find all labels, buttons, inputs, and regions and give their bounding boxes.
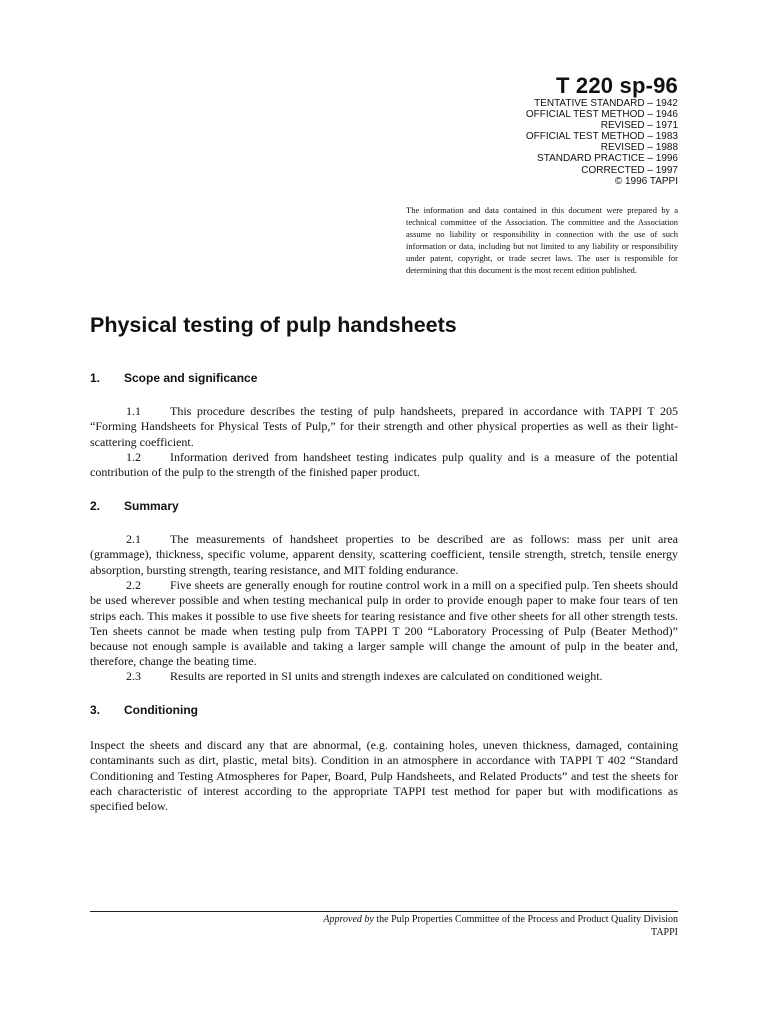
footer-approved-by: Approved by — [323, 914, 374, 925]
paragraph-2-1 — [90, 532, 678, 578]
revision-history — [526, 98, 678, 187]
paragraph-3 — [90, 738, 678, 814]
paragraph-number: 2.3 — [126, 669, 141, 683]
paragraph-text: Five sheets are generally enough for routine control work in a mill on a specified pulp. Ten sheets should be used wherever possible and when testing mechanical pulp in order to provide enough paper to make four tears of ten strips each. This makes it possible to use five sheets for tearing resistance and five other sheets for all other strength tests. Ten sheets cannot be made when testing pulp from TAPPI T 200 “Laboratory Processing of Pulp (Beater Method)” because not enough sample is available and taking a larger sample will change the amount of pulp in the beater and, therefore, change the beating time. — [90, 578, 678, 669]
footer-committee: the Pulp Properties Committee of the Process and Product Quality Division — [373, 914, 678, 925]
section-title: Conditioning — [124, 703, 198, 717]
paragraph-number: 2.1 — [126, 532, 141, 546]
paragraph-text: Information derived from handsheet testing indicates pulp quality and is a measure of the potential contribution of the pulp to the strength of the finished paper product. — [90, 450, 678, 480]
history-line: © 1996 TAPPI — [614, 175, 678, 187]
footer-org: TAPPI — [651, 927, 678, 938]
section-title: Summary — [124, 499, 179, 513]
history-line: CORRECTED – 1997 — [581, 164, 678, 176]
history-line: REVISED – 1971 — [600, 120, 678, 132]
paragraph-number: 1.2 — [126, 450, 141, 464]
paragraph-number: 2.2 — [126, 578, 141, 592]
paragraph-2-3 — [90, 669, 678, 684]
paragraph-text: The measurements of handsheet properties to be described are as follows: mass per unit area (grammage), thickness, specific volume, apparent density, scattering coefficient, tensile strength, stretch, tensile energy absorption, bursting strength, tearing resistance, and MIT folding endurance. — [90, 532, 678, 577]
section-heading-conditioning — [90, 703, 198, 717]
paragraph-1-2 — [90, 450, 678, 481]
history-line: REVISED – 1988 — [600, 142, 678, 154]
paragraph-text: This procedure describes the testing of pulp handsheets, prepared in accordance with TAPPI T 205 “Forming Handsheets for Physical Tests of Pulp,” for their strength and other physical properties as well as their light-scattering coefficient. — [90, 404, 678, 449]
paragraph-number: 1.1 — [126, 404, 141, 418]
disclaimer-text: The information and data contained in this document were prepared by a technical committee of the Association. The committee and the Association assume no liability or responsibility in connection with the use of such information or data, including but not limited to any liability or responsibility under patent, copyright, or trade secret laws. The user is responsible for determining that this document is the most recent edition published. — [406, 205, 678, 275]
footer-approval — [323, 914, 678, 925]
standard-code: T 220 sp-96 — [555, 73, 678, 98]
section-number: 1. — [90, 371, 101, 385]
section-number: 3. — [90, 703, 101, 717]
paragraph-text: Results are reported in SI units and strength indexes are calculated on conditioned weight. — [170, 669, 603, 683]
history-line: OFFICIAL TEST METHOD – 1983 — [525, 131, 678, 143]
section-heading-summary — [90, 499, 179, 513]
section-number: 2. — [90, 499, 101, 513]
paragraph-text: Inspect the sheets and discard any that are abnormal, (e.g. containing holes, uneven thickness, damaged, containing contaminants such as dirt, plastic, metal bits). Condition in an atmosphere in accordance with TAPPI T 402 “Standard Conditioning and Testing Atmospheres for Paper, Board, Pulp Handsheets, and Related Products” and test the sheets for each characteristic of interest according to the appropriate TAPPI test method for paper but with modifications as specified below. — [90, 738, 678, 814]
document-title: Physical testing of pulp handsheets — [90, 313, 457, 337]
paragraph-2-2 — [90, 578, 678, 670]
paragraph-1-1 — [90, 404, 678, 450]
history-line: TENTATIVE STANDARD – 1942 — [534, 98, 678, 109]
history-line: STANDARD PRACTICE – 1996 — [537, 153, 678, 165]
footer-rule — [90, 911, 678, 912]
section-title: Scope and significance — [124, 371, 258, 385]
history-line: OFFICIAL TEST METHOD – 1946 — [525, 109, 678, 121]
section-heading-scope — [90, 371, 257, 385]
